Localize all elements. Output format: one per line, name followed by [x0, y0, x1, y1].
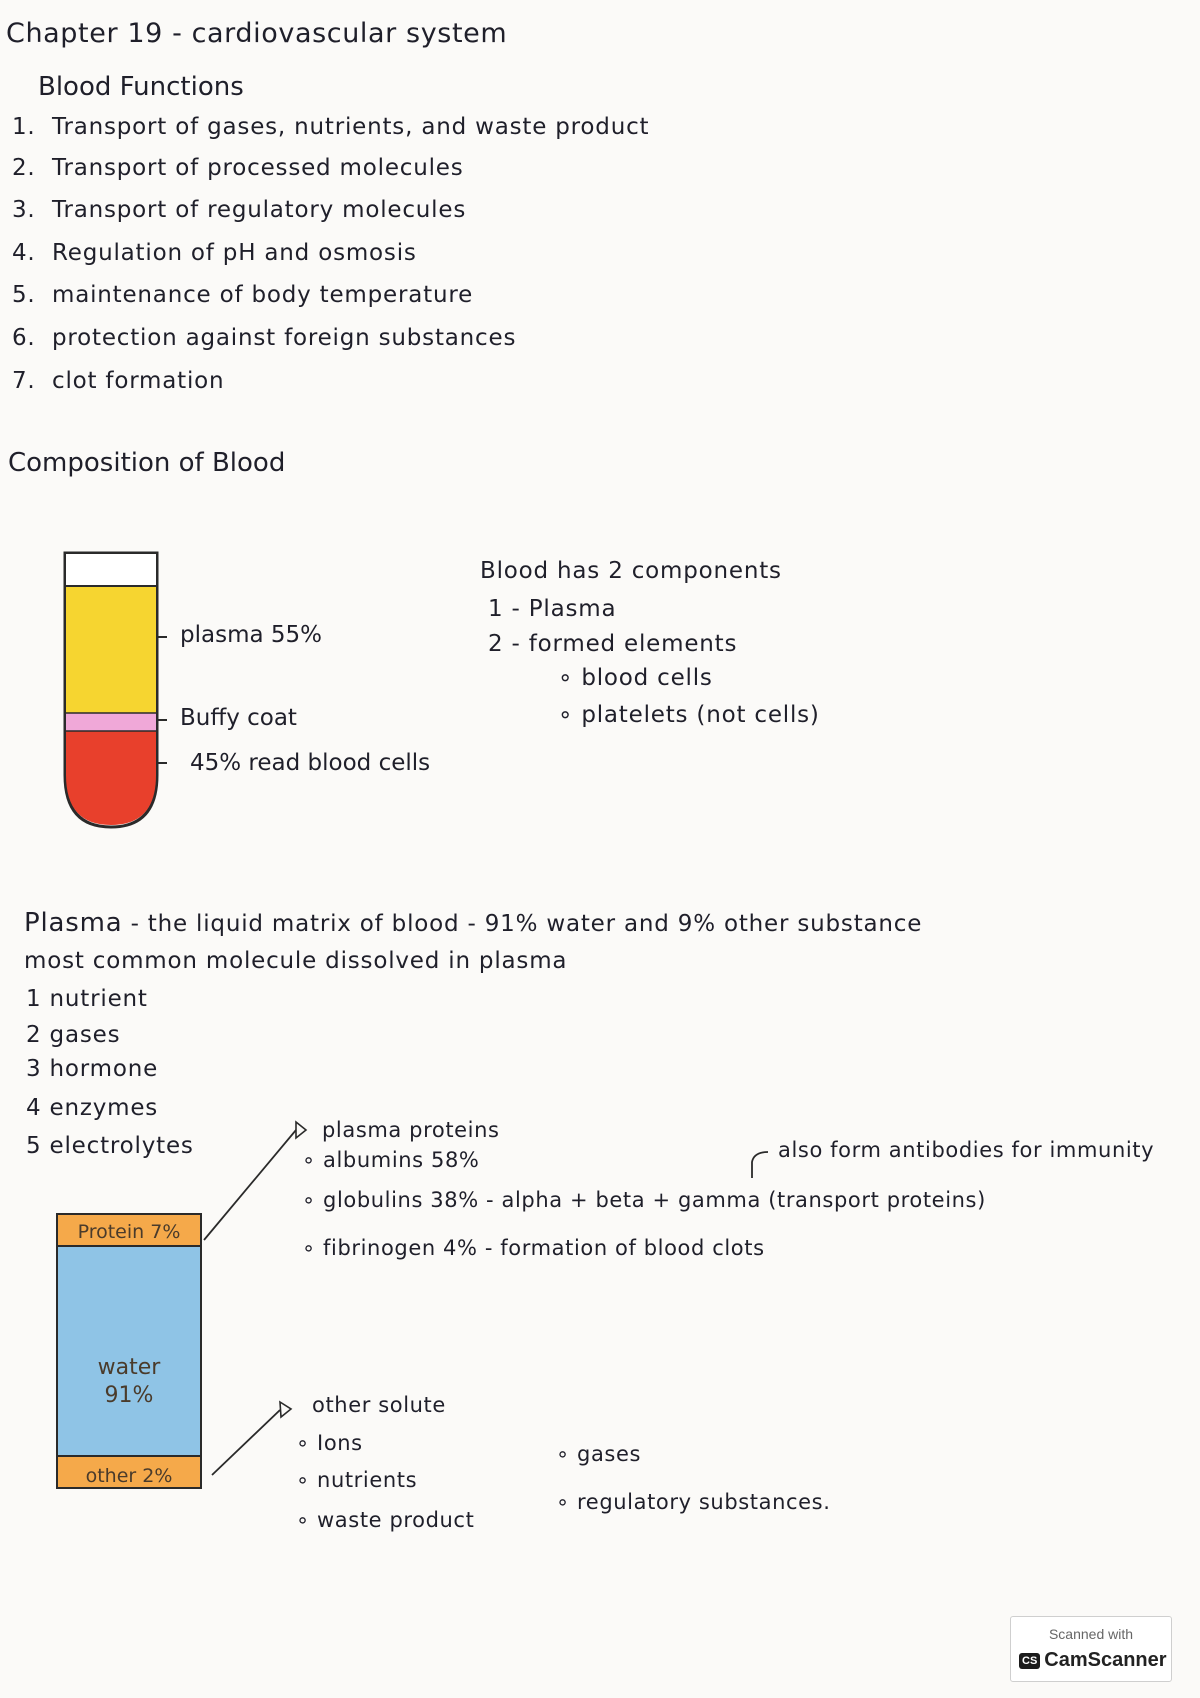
- bullet-icon: ∘: [302, 1236, 324, 1260]
- camscanner-logo-icon: CS: [1019, 1653, 1040, 1669]
- molecule-item: 2 gases: [26, 1022, 121, 1048]
- other-layer: other 2%: [58, 1455, 200, 1489]
- protein-item: ∘ albumins 58%: [302, 1148, 480, 1172]
- list-item: 1. Transport of gases, nutrients, and waste product: [12, 114, 650, 140]
- protein-layer: Protein 7%: [58, 1215, 200, 1247]
- plasma-definition: Plasma - the liquid matrix of blood - 91% water and 9% other substance: [24, 908, 923, 938]
- list-item: 7. clot formation: [12, 368, 225, 394]
- bullet-icon: ∘: [556, 1442, 578, 1466]
- list-item: 2. Transport of processed molecules: [12, 155, 464, 181]
- red-blood-cells-label: 45% read blood cells: [190, 750, 431, 776]
- bullet-icon: ∘: [296, 1468, 318, 1492]
- blood-functions-heading: Blood Functions: [38, 72, 244, 102]
- buffy-coat-layer: [66, 713, 156, 731]
- bullet-icon: ∘: [558, 665, 582, 691]
- component-item: 2 - formed elements: [488, 631, 738, 657]
- bullet-icon: ∘: [302, 1148, 324, 1172]
- bullet-icon: ∘: [558, 702, 582, 728]
- molecule-item: 4 enzymes: [26, 1095, 159, 1121]
- bullet-icon: ∘: [296, 1508, 318, 1532]
- bullet-icon: ∘: [302, 1188, 324, 1212]
- plasma-percent-label: plasma 55%: [180, 622, 322, 648]
- plasma-layer: [66, 586, 156, 713]
- molecule-item: 5 electrolytes: [26, 1133, 194, 1159]
- list-item: 4. Regulation of pH and osmosis: [12, 240, 417, 266]
- protein-annotation: also form antibodies for immunity: [778, 1138, 1155, 1162]
- blood-test-tube-illustration: [55, 545, 255, 845]
- component-subitem: ∘ platelets (not cells): [558, 702, 820, 728]
- solute-item: ∘ Ions: [296, 1431, 363, 1455]
- bullet-icon: ∘: [556, 1490, 578, 1514]
- watermark-scanned-with: Scanned with: [1048, 1626, 1134, 1642]
- red-blood-cell-layer: [66, 731, 156, 825]
- plasma-molecules-intro: most common molecule dissolved in plasma: [24, 948, 568, 974]
- molecule-item: 3 hormone: [26, 1056, 159, 1082]
- solute-item: ∘ regulatory substances.: [556, 1490, 831, 1514]
- molecule-item: 1 nutrient: [26, 986, 148, 1012]
- protein-item: ∘ fibrinogen 4% - formation of blood clots: [302, 1236, 765, 1260]
- components-heading: Blood has 2 components: [480, 558, 782, 584]
- bullet-icon: ∘: [296, 1431, 318, 1455]
- component-subitem: ∘ blood cells: [558, 665, 713, 691]
- camscanner-watermark: [1010, 1616, 1172, 1682]
- watermark-brand: CS CamScanner: [1019, 1649, 1167, 1672]
- water-layer: water 91%: [58, 1247, 200, 1455]
- protein-item: ∘ globulins 38% - alpha + beta + gamma (transport proteins): [302, 1188, 986, 1212]
- solute-item: ∘ waste product: [296, 1508, 475, 1532]
- list-item: 3. Transport of regulatory molecules: [12, 197, 467, 223]
- page-title: Chapter 19 - cardiovascular system: [6, 18, 508, 49]
- list-item: 5. maintenance of body temperature: [12, 282, 474, 308]
- list-item: 6. protection against foreign substances: [12, 325, 517, 351]
- other-solute-heading: other solute: [312, 1393, 446, 1417]
- component-item: 1 - Plasma: [488, 596, 617, 622]
- solute-item: ∘ gases: [556, 1442, 642, 1466]
- tube-top-empty: [66, 554, 156, 586]
- solute-item: ∘ nutrients: [296, 1468, 418, 1492]
- composition-heading: Composition of Blood: [8, 448, 286, 478]
- plasma-composition-beaker: [56, 1213, 202, 1489]
- buffy-coat-label: Buffy coat: [180, 705, 297, 731]
- plasma-proteins-heading: plasma proteins: [322, 1118, 500, 1142]
